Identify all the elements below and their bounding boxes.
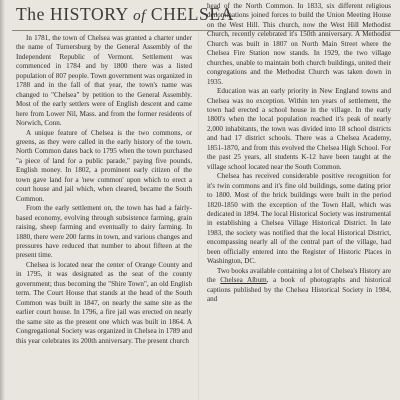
paragraph-text: Two books available containing a lot of Chelsea's History are the [207,266,391,285]
paragraph-text-after: , a book of photographs and historical captions published by the Chelsea Historical Society in 1984, and [207,276,391,304]
title-main: The HISTORY [16,4,134,24]
paragraph: Chelsea has received considerable positive recognition for it's twin commons and it's fine old buildings, some dating prior to 1800. Most of the brick buildings were built in the period 1820-1850 with the exception of the Town Hall, which was dedicated in 1894. The local Historical Society was instrumental in establishing a Chelsea Village Historical District. In late 1983, the society was notified that the local Historical District, encompassing nearly all of the central part of the village, had been officially entered into the Register of Historic Places in Washington, DC. [207,172,391,266]
column-fold [198,32,199,400]
paragraph: From the early settlement on, the town has had a fairly-based economy, evolving through subsistence farming, grain raising, sheep farming and eventually to dairy farming. In 1880, there were 200 farms in town, and various changes and pressures have reduced that number to about fifteen at the present time. [16,204,192,260]
right-column [207,2,391,400]
paragraph: A unique feature of Chelsea is the two commons, or greens, as they were called in the early history of the town. North Common dates back to 1795 when the town purchased "a piece of land for a public parade," paying five pounds, English money. In 1802, a prominent early citizen of the town gave land for a 'new common' upon which to erect a court house and jail which, when cleared, became the South Common. [16,128,192,203]
paragraph: Chelsea is located near the center of Orange County and in 1795, it was designated as the seat of the county government; thus becoming the "Shire Town", an old English term. The Court House that stands at the head of the South Common was built in 1847, on nearly the same site as the earlier court house. In 1796, a fire jail was erected on nearly the same site as the present one which was built in 1864. A Congregational Society was organized in Chelsea in 1789 and this year celebrates its 200th anniversary. The present church [16,260,192,345]
paragraph: In 1781, the town of Chelsea was granted a charter under the name of Turnersburg by the General Assembly of the Independent Republic of Vermont. Settlement was commenced in 1784 and by 1800 there was a listed population of 807 people. Town government was organized in 1788 and in the fall of that year, the town's name was changed to "Chelsea" by petition to the General Assembly. Most of the early settlers were of English descent and came here from Lower Nil, Mass. and from the former residents of Norwich, Conn. [16,34,192,128]
page-edge-shadow [0,0,5,400]
paragraph: head of the North Common. In 1833, six different religious denominations joined forces to build the Union Meeting House on the West Hill. This church, now the West Hill Methodist Church, recently celebrated it's 150th anniversary. A Methodist Church was built in 1807 on North Main Street where the Chelsea Fire Station now stands. In 1929, the two village churches, unable to maintain both church buildings, united their congregations and the Methodist Church was taken down in 1935. [207,2,391,86]
title-place: CHELSEA [145,4,234,24]
title-of: of [133,8,146,24]
paragraph: Education was an early priority in New England towns and Chelsea was no exception. Within ten years of settlement, the town had erected a school house in the village. In the early 1800's when the local population reached it's peak of nearly 2,000 inhabitants, the town was divided into 18 school districts and had 17 district schools. There was a Chelsea Academy, 1851-1870, and from this evolved the Chelsea High School. For the past 25 years, all students K-12 have been taught at the village school located near the South Common. [207,87,391,171]
left-column [16,34,192,400]
book-title: Chelsea Album [220,276,267,285]
paragraph [207,267,391,305]
